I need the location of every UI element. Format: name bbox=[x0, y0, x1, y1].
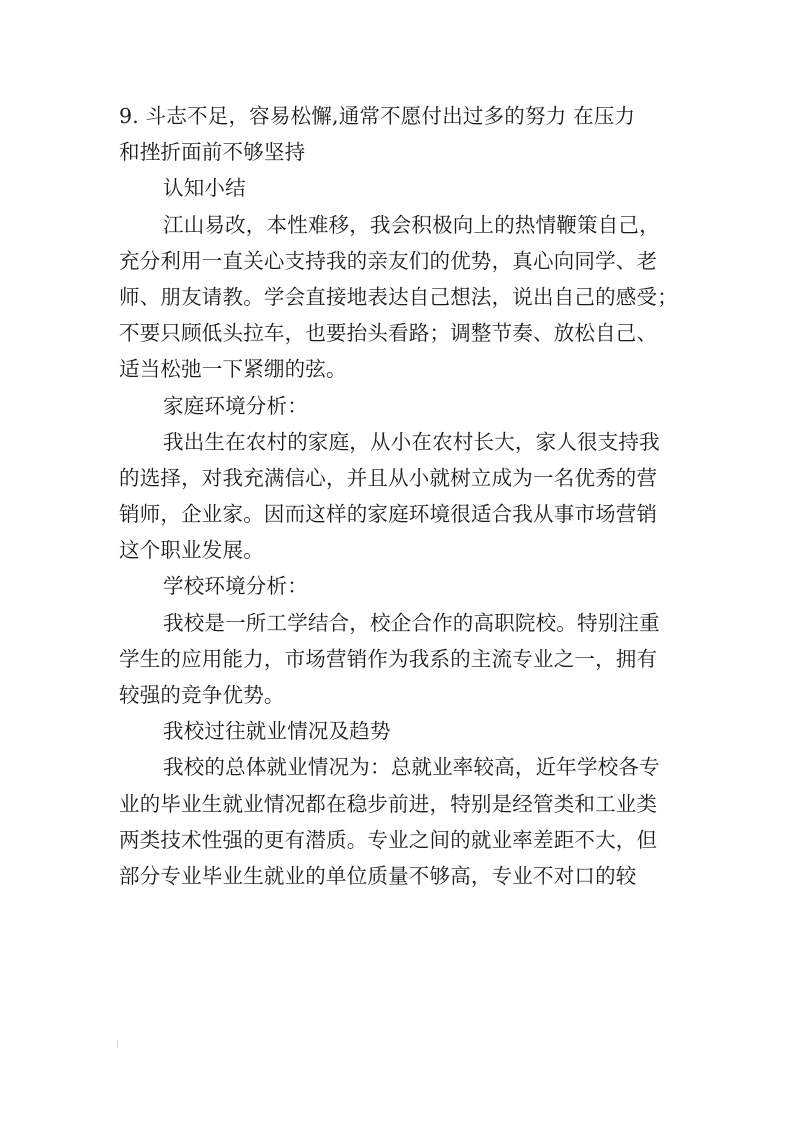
text-line: 适当松弛一下紧绷的弦。 bbox=[119, 357, 347, 382]
text-line: 家庭环境分析： bbox=[163, 393, 308, 418]
text-line: 部分专业毕业生就业的单位质量不够高，专业不对口的较 bbox=[119, 863, 637, 888]
text-line: 我出生在农村的家庭，从小在农村长大，家人很支持我 bbox=[163, 429, 660, 454]
text-line: 江山易改，本性难移，我会积极向上的热情鞭策自己， bbox=[163, 212, 660, 237]
text-line: 两类技术性强的更有潜质。专业之间的就业率差距不大，但 bbox=[119, 827, 658, 852]
text-line: 业的毕业生就业情况都在稳步前进，特别是经管类和工业类 bbox=[119, 791, 658, 816]
text-line: 不要只顾低头拉车，也要抬头看路；调整节奏、放松自己、 bbox=[119, 321, 658, 346]
text-line: 学校环境分析： bbox=[163, 574, 308, 599]
text-line: 认知小结 bbox=[163, 176, 246, 201]
text-line: 师、朋友请教。学会直接地表达自己想法，说出自己的感受； bbox=[119, 284, 678, 309]
page-corner-mark bbox=[117, 1040, 118, 1048]
text-line: 学生的应用能力，市场营销作为我系的主流专业之一，拥有 bbox=[119, 646, 658, 671]
text-line: 这个职业发展。 bbox=[119, 538, 264, 563]
text-line: 和挫折面前不够坚持 bbox=[119, 140, 306, 165]
text-line: 我校的总体就业情况为：总就业率较高，近年学校各专 bbox=[163, 755, 660, 780]
text-line: 我校是一所工学结合，校企合作的高职院校。特别注重 bbox=[163, 610, 660, 635]
text-line: 我校过往就业情况及趋势 bbox=[163, 719, 391, 744]
text-line: 充分利用一直关心支持我的亲友们的优势，真心向同学、老 bbox=[119, 248, 658, 273]
document-body bbox=[119, 98, 678, 894]
text-line: 较强的竞争优势。 bbox=[119, 683, 285, 707]
text-line: 的选择，对我充满信心，并且从小就树立成为一名优秀的营 bbox=[119, 465, 658, 490]
text-line: 9. 斗志不足，容易松懈,通常不愿付出过多的努力 在压力 bbox=[119, 104, 636, 128]
text-line: 销师，企业家。因而这样的家庭环境很适合我从事市场营销 bbox=[119, 502, 658, 527]
